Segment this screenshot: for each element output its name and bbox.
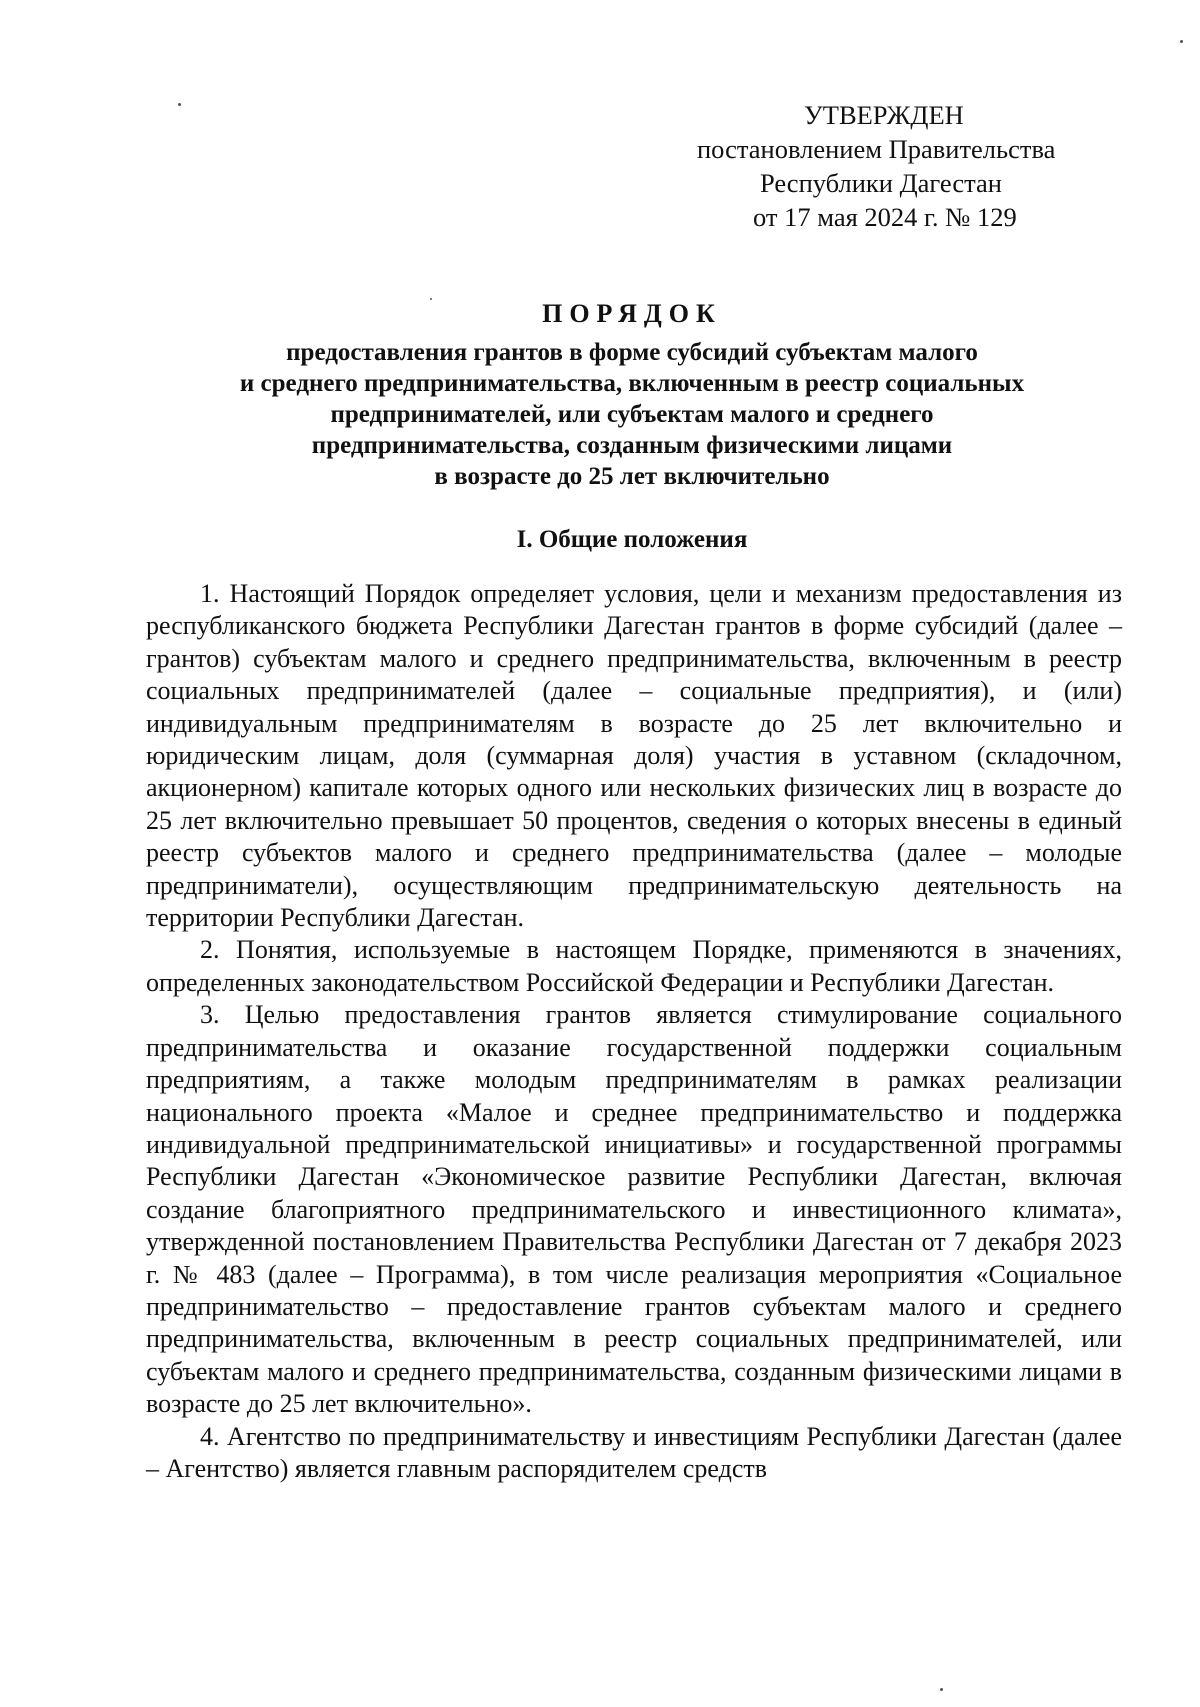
section-heading: I. Общие положения (516, 526, 748, 553)
approval-line-2: Республики Дагестан (760, 168, 1002, 198)
approval-line-1: постановлением Правительства (697, 134, 1056, 164)
paragraph-2: 2. Понятия, используемые в настоящем Порядке, применяются в значениях, определенных законодательством Российской Федерации и Республики Дагестан. (146, 935, 1122, 997)
document-body (146, 578, 1122, 1485)
document-title: ПОРЯДОК (542, 299, 722, 328)
document-subtitle (140, 337, 1124, 492)
paragraph-1: 1. Настоящий Порядок определяет условия, цели и механизм предоставления из республиканского бюджета Республики Дагестан грантов в форме субсидий (далее – грантов) субъектам малого и среднего предпринимательства, включенным в реестр социальных предпринимателей (далее – социальные предприятия), и (или) индивидуальным предпринимателям в возрасте до 25 лет включительно и юридическим лицам, доля (суммарная доля) участия в уставном (складочном, акционерном) капитале которых одного или нескольких физических лиц в возрасте до 25 лет включительно превышает 50 процентов, сведения о которых внесены в единый реестр субъектов малого и среднего предпринимательства (далее – молодые предприниматели), осуществляющим предпринимательскую деятельность на территории Республики Дагестан. (146, 579, 1122, 933)
scan-speck (178, 103, 181, 106)
approval-line-3: от 17 мая 2024 г. № 129 (753, 202, 1017, 232)
scan-speck (940, 1688, 943, 1691)
paragraph-3: 3. Целью предоставления грантов является стимулирование социального предпринимательства и оказание государственной поддержки социальным предприятиям, а также молодым предпринимателям в рамках реализации национального проекта «Малое и среднее предпринимательство и поддержка индивидуальной предпринимательской инициативы» и государственной программы Республики Дагестан «Экономическое развитие Республики Дагестан, включая создание благоприятного предпринимательского и инвестиционного климата», утвержденной постановлением Правительства Республики Дагестан от 7 декабря 2023 г. № 483 (далее – Программа), в том числе реализация мероприятия «Социальное предпринимательство – предоставление грантов субъектам малого и среднего предпринимательства, включенным в реестр социальных предпринимателей, или субъектам малого и среднего предпринимательства, созданным физическими лицами в возрасте до 25 лет включительно». (146, 1000, 1122, 1419)
approval-stamp (660, 98, 1100, 234)
subtitle-line: предпринимательства, созданным физическими лицами (311, 432, 953, 459)
paragraph-4: 4. Агентство по предпринимательству и инвестициям Республики Дагестан (далее – Агентство) является главным распорядителем средств (146, 1421, 1122, 1483)
subtitle-line: предпринимателей, или субъектам малого и среднего (330, 401, 934, 428)
subtitle-line: предоставления грантов в форме субсидий субъектам малого (286, 339, 978, 366)
subtitle-line: и среднего предпринимательства, включенным в реестр социальных (239, 370, 1025, 397)
subtitle-line: в возрасте до 25 лет включительно (434, 463, 830, 490)
scan-speck (1180, 40, 1183, 43)
approval-title: УТВЕРЖДЕН (804, 100, 964, 130)
